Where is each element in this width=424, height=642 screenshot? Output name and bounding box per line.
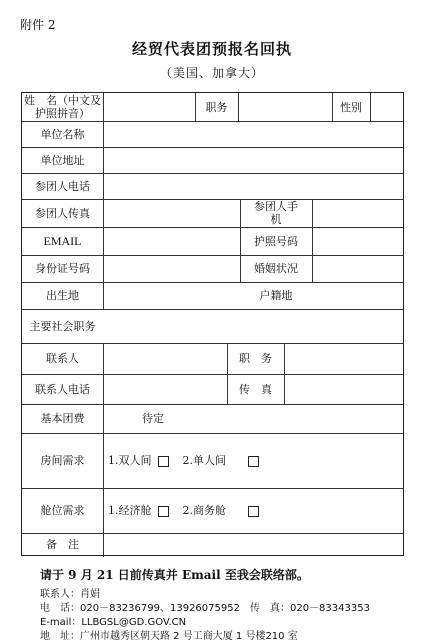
attachment-label: 附件 2 bbox=[20, 18, 56, 32]
id-label: 身份证号码 bbox=[35, 262, 90, 275]
footer-phone: 电 话：020－83236799、13926075952 传 真：020－83343353 bbox=[40, 603, 370, 614]
contact-phone-field[interactable] bbox=[104, 374, 227, 404]
room-option-double[interactable]: 1.双人间 bbox=[108, 454, 169, 467]
birthplace-field[interactable] bbox=[104, 282, 240, 309]
fax-label: 参团人传真 bbox=[35, 206, 90, 220]
passport-label: 护照号码 bbox=[254, 234, 298, 248]
room-single-checkbox[interactable] bbox=[248, 456, 259, 467]
gender-label: 性别 bbox=[340, 100, 362, 114]
cabin-economy-checkbox[interactable] bbox=[158, 506, 169, 517]
submit-instruction: 请于 9 月 21 日前传真并 Email 至我会联络部。 bbox=[40, 568, 309, 582]
marital-field[interactable] bbox=[313, 255, 404, 282]
footer-email: E-mail：LLBGSL@GD.GOV.CN bbox=[40, 617, 187, 628]
form-subtitle: （美国、加拿大） bbox=[159, 66, 264, 80]
contact-field[interactable] bbox=[104, 343, 227, 374]
contact-label: 联系人 bbox=[46, 352, 79, 365]
remark-field[interactable] bbox=[104, 533, 404, 555]
fee-label: 基本团费 bbox=[40, 412, 85, 425]
fax-field[interactable] bbox=[104, 199, 240, 227]
room-double-checkbox[interactable] bbox=[158, 456, 169, 467]
gender-field[interactable] bbox=[371, 93, 404, 121]
address-label: 单位地址 bbox=[40, 153, 85, 167]
contact-phone-label: 联系人电话 bbox=[35, 382, 90, 396]
post-field[interactable] bbox=[239, 93, 332, 121]
email-field[interactable] bbox=[104, 227, 240, 255]
household-field[interactable] bbox=[313, 282, 404, 309]
email-label: EMAIL bbox=[43, 233, 82, 248]
room-options bbox=[104, 433, 408, 488]
contact-fax-label: 传 真 bbox=[239, 382, 272, 396]
fee-value: 待定 bbox=[142, 412, 164, 425]
room-option-single[interactable]: 2.单人间 bbox=[183, 454, 260, 467]
org-field[interactable] bbox=[104, 121, 404, 147]
cabin-option-business[interactable]: 2.商务舱 bbox=[183, 504, 260, 517]
remark-label: 备 注 bbox=[46, 537, 79, 551]
org-label: 单位名称 bbox=[40, 127, 85, 141]
contact-post-label: 职 务 bbox=[239, 352, 272, 365]
cabin-label: 舱位需求 bbox=[40, 504, 85, 517]
contact-post-field[interactable] bbox=[285, 343, 404, 374]
form-title: 经贸代表团预报名回执 bbox=[131, 40, 292, 58]
passport-field[interactable] bbox=[313, 227, 404, 255]
name-label: 姓 名（中文及护照拼音） bbox=[24, 94, 101, 120]
social-label: 主要社会职务 bbox=[29, 319, 96, 333]
phone-label: 参团人电话 bbox=[35, 179, 90, 193]
footer-address: 地 址：广州市越秀区朝天路 2 号工商大厦 1 号楼210 室 bbox=[40, 631, 298, 642]
marital-label: 婚姻状况 bbox=[254, 262, 298, 275]
social-field[interactable] bbox=[104, 309, 404, 343]
address-field[interactable] bbox=[104, 147, 404, 173]
cabin-options bbox=[104, 488, 408, 533]
footer-contact: 联系人：肖娟 bbox=[40, 589, 100, 600]
birthplace-label: 出生地 bbox=[46, 289, 79, 302]
household-label: 户籍地 bbox=[259, 289, 293, 302]
cabin-business-checkbox[interactable] bbox=[248, 506, 259, 517]
phone-field[interactable] bbox=[104, 173, 404, 199]
mobile-field[interactable] bbox=[313, 199, 404, 227]
cabin-option-economy[interactable]: 1.经济舱 bbox=[108, 504, 169, 517]
id-field[interactable] bbox=[104, 255, 240, 282]
mobile-label: 参团人手机 bbox=[254, 200, 298, 226]
room-label: 房间需求 bbox=[40, 454, 85, 467]
registration-form bbox=[21, 92, 404, 556]
post-label: 职务 bbox=[205, 100, 228, 114]
name-field[interactable] bbox=[104, 93, 195, 121]
contact-fax-field[interactable] bbox=[285, 374, 404, 404]
